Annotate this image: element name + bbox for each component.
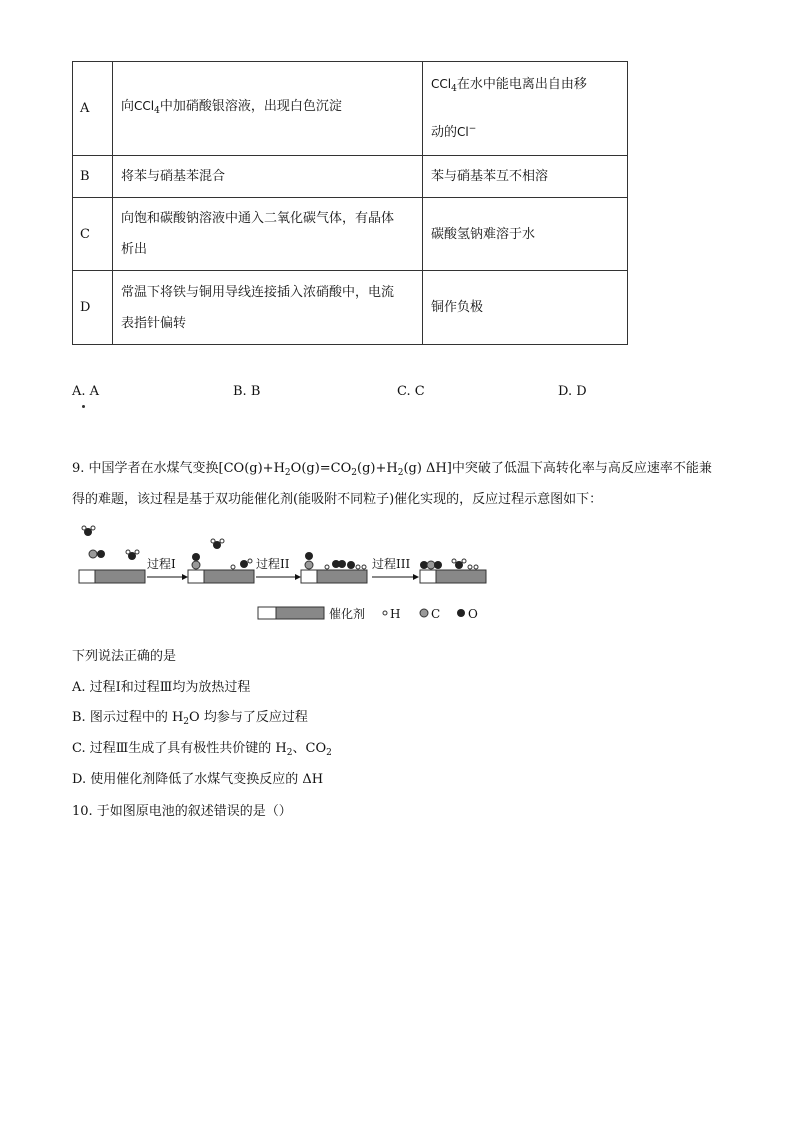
- choice-b[interactable]: B. B: [233, 384, 261, 399]
- molecules-stage-4: [420, 559, 478, 569]
- molecules-stage-1: [82, 526, 139, 560]
- table-row: [73, 271, 628, 345]
- legend-c-label: C: [431, 607, 441, 621]
- catalyst-stage-4: [420, 570, 486, 583]
- reaction-diagram: [76, 522, 496, 626]
- q9-option-c[interactable]: C. 过程Ⅲ生成了具有极性共价键的 $H_2$、$CO_2$: [72, 741, 332, 758]
- legend-catalyst-label: 催化剂: [329, 607, 366, 621]
- row-operation: 向饱和碳酸钠溶液中通入二氧化碳气体，有晶体 析出: [113, 198, 423, 271]
- options-table: [72, 61, 628, 345]
- stray-dot: [82, 405, 85, 408]
- q9-option-a[interactable]: A. 过程Ⅰ和过程Ⅲ均为放热过程: [72, 680, 251, 695]
- q9-option-d[interactable]: D. 使用催化剂降低了水煤气变换反应的 ΔH: [72, 772, 324, 787]
- choice-a[interactable]: A. A: [72, 384, 100, 399]
- legend: [258, 606, 478, 621]
- row-operation: 将苯与硝基苯混合: [113, 156, 423, 198]
- choice-d[interactable]: D. D: [558, 384, 587, 399]
- q10-stem: 10. 于如图原电池的叙述错误的是（）: [72, 804, 292, 819]
- arrow-1-head: [182, 574, 188, 580]
- molecules-stage-3: [305, 552, 366, 569]
- process-2-label: 过程II: [256, 557, 290, 571]
- row-key: D: [73, 271, 113, 345]
- q8-choices: [72, 384, 632, 404]
- catalyst-stage-3: [301, 570, 367, 583]
- row-operation: 向CCl$_4$中加硝酸银溶液，出现白色沉淀: [113, 62, 423, 156]
- legend-h-swatch: [383, 611, 387, 615]
- row-reason: CCl$_4$在水中能电离出自由移 动的Cl−: [423, 62, 628, 156]
- table-row: [73, 156, 628, 198]
- row-reason: 苯与硝基苯互不相溶: [423, 156, 628, 198]
- q9-prompt: 下列说法正确的是: [72, 649, 177, 664]
- q9-option-b[interactable]: B. 图示过程中的 $H_2O$ 均参与了反应过程: [72, 710, 308, 727]
- arrow-3-head: [413, 574, 419, 580]
- row-key: C: [73, 198, 113, 271]
- row-reason: 碳酸氢钠难溶于水: [423, 198, 628, 271]
- table-row: [73, 62, 628, 156]
- row-key: A: [73, 62, 113, 156]
- choice-c[interactable]: C. C: [397, 384, 425, 399]
- molecules-stage-2: [192, 539, 252, 569]
- catalyst-stage-2: [188, 570, 254, 583]
- arrow-2-head: [295, 574, 301, 580]
- legend-o-swatch: [457, 609, 465, 617]
- process-1-label: 过程I: [147, 557, 176, 571]
- row-reason: 铜作负极: [423, 271, 628, 345]
- legend-catalyst-swatch: [258, 607, 276, 619]
- table-row: [73, 198, 628, 271]
- q9-stem-line1: 9. 中国学者在水煤气变换[$CO(g)+H_2O(g)=CO_2(g)+H_2(g)$ ΔH]中突破了低温下高转化率与高反应速率不能兼: [72, 461, 712, 478]
- row-operation: 常温下将铁与铜用导线连接插入浓硝酸中，电流 表指针偏转: [113, 271, 423, 345]
- legend-o-label: O: [468, 607, 478, 621]
- legend-c-swatch: [420, 609, 428, 617]
- row-key: B: [73, 156, 113, 198]
- legend-h-label: H: [390, 607, 401, 621]
- process-3-label: 过程III: [372, 557, 411, 571]
- q9-stem-line2: 得的难题，该过程是基于双功能催化剂(能吸附不同粒子)催化实现的，反应过程示意图如下：: [72, 492, 603, 507]
- catalyst-stage-1: [79, 570, 145, 583]
